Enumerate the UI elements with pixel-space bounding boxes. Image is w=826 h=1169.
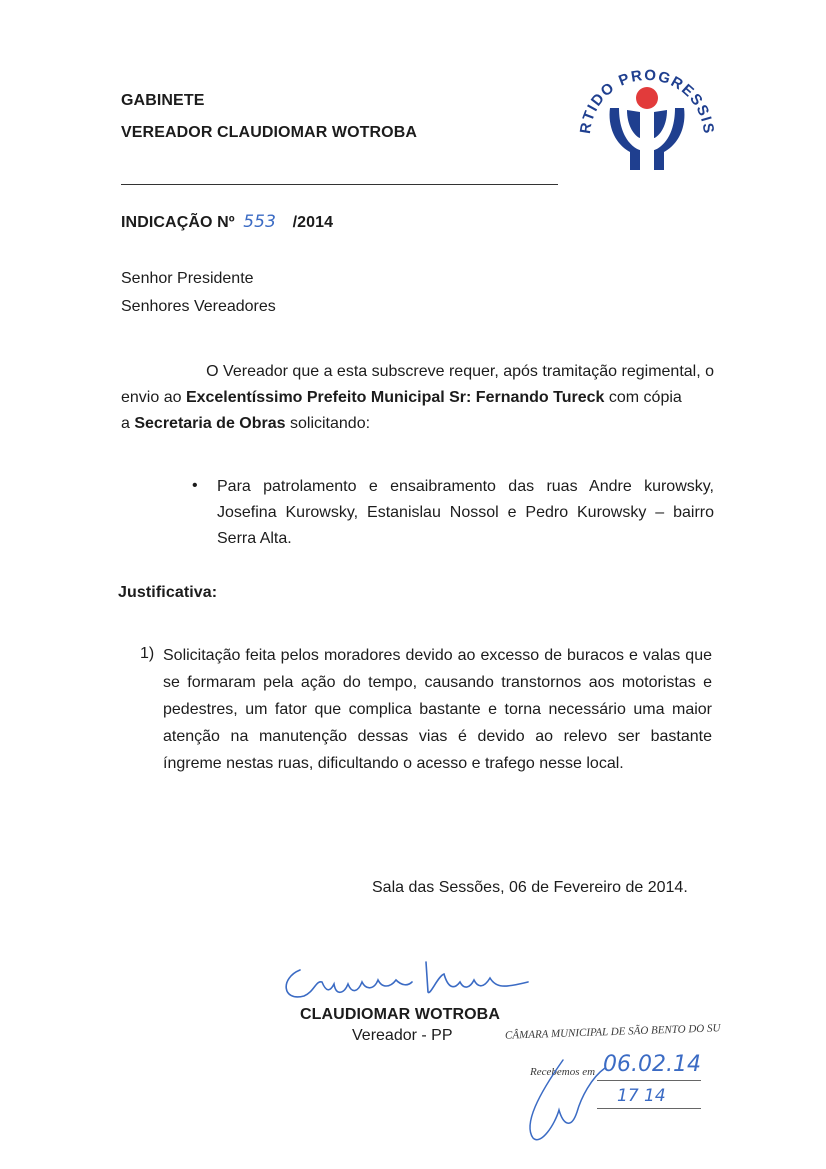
body-line-3-text: a	[121, 415, 135, 432]
justification-number: 1)	[140, 645, 155, 662]
body-line-3-bold: Secretaria de Obras	[134, 415, 286, 432]
body-line-2-bold: Excelentíssimo Prefeito Municipal Sr: Fernando Tureck	[185, 389, 605, 406]
closing-date: Sala das Sessões, 06 de Fevereiro de 2014.	[372, 879, 688, 896]
receipt-stamp	[505, 1024, 815, 1154]
body-line-3-end: solicitando:	[285, 415, 371, 432]
header-line-2: VEREADOR CLAUDIOMAR WOTROBA	[121, 124, 418, 141]
stamp-time-underline	[597, 1108, 701, 1109]
justification-text: Solicitação feita pelos moradores devido ao excesso de buracos e valas que se formaram pela ação do tempo, causando transtornos aos motoristas e pedestres, um fator que complica bastante e torna necessário uma maior atenção na manutenção dessas vias é devido ao relevo ser bastante íngreme nestas ruas, dificultando o acesso e trafego nesse local.	[163, 647, 712, 772]
signatory-role: Vereador - PP	[352, 1027, 453, 1044]
body-line-2	[121, 386, 715, 410]
logo-red-dot	[636, 87, 658, 109]
logo-text: RTIDO PROGRESSIS	[576, 66, 718, 136]
body-line-3	[121, 412, 715, 436]
logo-inner-right	[654, 110, 667, 138]
header-divider	[121, 184, 558, 185]
body-line-1	[170, 360, 714, 384]
party-logo	[572, 42, 722, 176]
stamp-date-underline	[597, 1080, 701, 1081]
salutation-line-1: Senhor Presidente	[121, 270, 254, 287]
indication-year: /2014	[292, 214, 334, 231]
stamp-time: 17 14	[617, 1086, 666, 1106]
stamp-initials	[519, 1054, 609, 1146]
header-line-1: GABINETE	[121, 92, 205, 109]
signatory-name: CLAUDIOMAR WOTROBA	[300, 1006, 500, 1023]
body-line-2-end: com cópia	[604, 389, 682, 406]
body-line-2-text: envio ao	[121, 389, 186, 406]
indication-line	[121, 212, 333, 232]
bullet-marker: •	[192, 477, 198, 494]
stamp-title: CÂMARA MUNICIPAL DE SÃO BENTO DO SU	[504, 1022, 721, 1042]
indication-prefix: INDICAÇÃO Nº	[121, 214, 235, 231]
justification-heading: Justificativa:	[118, 584, 218, 601]
salutation-line-2: Senhores Vereadores	[121, 298, 276, 315]
stamp-received-label: Recebemos em	[530, 1066, 596, 1078]
indication-number: 553	[243, 212, 277, 232]
logo-inner-left	[627, 110, 640, 138]
bullet-text: Para patrolamento e ensaibramento das ruas Andre kurowsky, Josefina Kurowsky, Estanislau Nossol e Pedro Kurowsky – bairro Serra Alta.	[217, 478, 714, 547]
stamp-date: 06.02.14	[603, 1052, 701, 1077]
body-line-1-text: O Vereador que a esta subscreve requer, após tramitação regimental, o	[206, 363, 714, 380]
party-logo-graphic	[572, 42, 722, 176]
